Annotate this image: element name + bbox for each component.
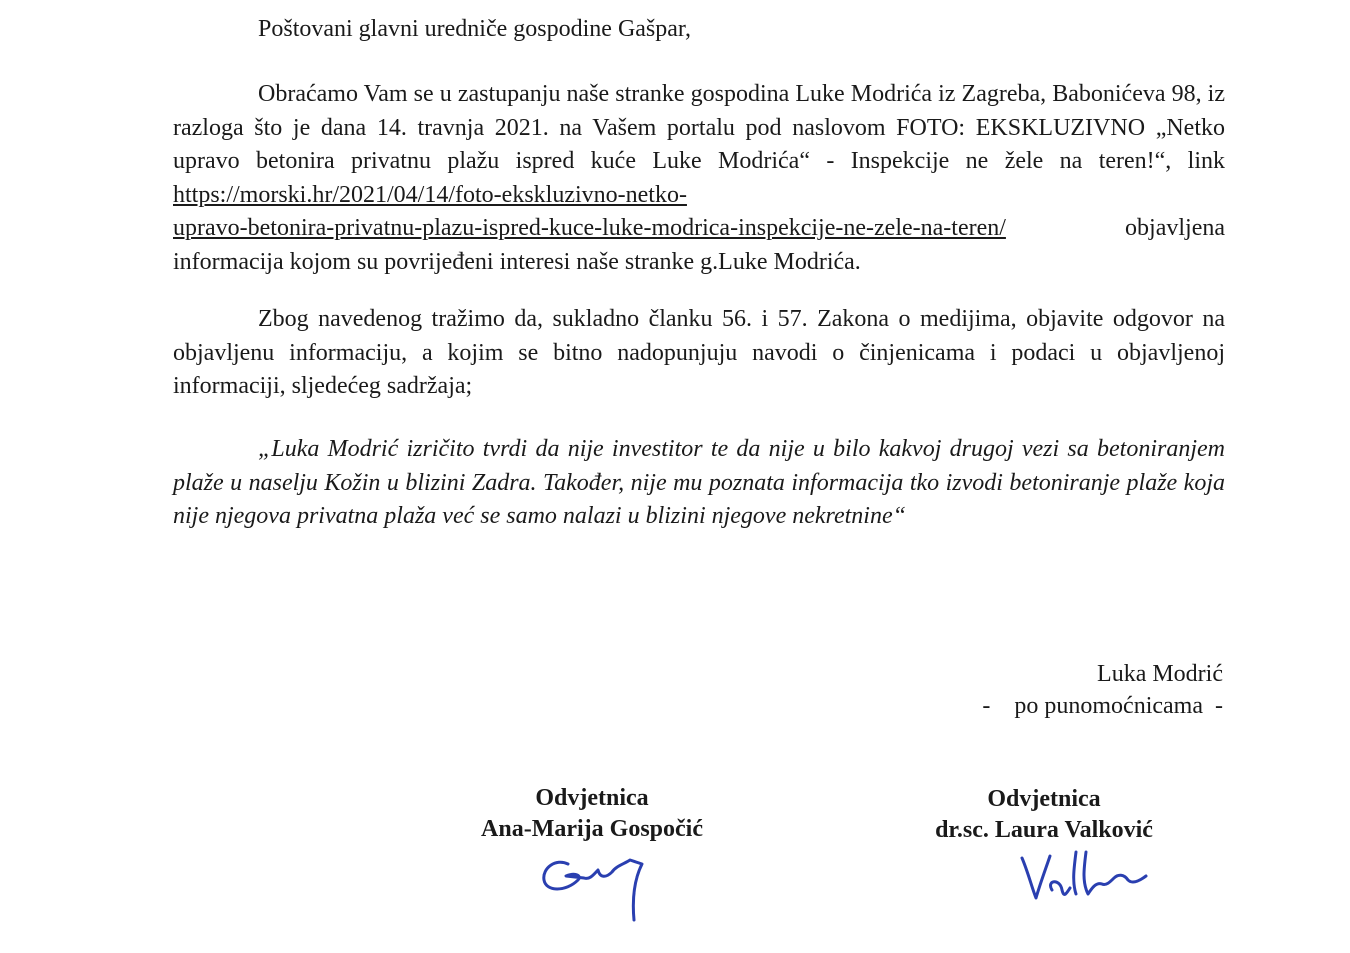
closing-by-attorneys: - po punomoćnicama - <box>982 693 1223 719</box>
handwritten-signature-right <box>1018 848 1158 908</box>
paragraph-legal-request: Zbog navedenog tražimo da, sukladno članku 56. i 57. Zakona o medijima, objavite odgovor na objavljenu informaciju, a kojim se bitno nadopunjuju navodi o činjenicama i podaci u objavljenoj informaciji, sljedećeg sadržaja; <box>173 306 1225 399</box>
signatory-left <box>442 783 742 845</box>
article-link[interactable] <box>173 182 1006 242</box>
signatory-name: Ana-Marija Gospočić <box>481 816 703 842</box>
paragraph-text-continued: objavljena informacija kojom su povrijeđeni interesi naše stranke g.Luke Modrića. <box>173 215 1225 275</box>
handwritten-signature-left <box>538 850 658 925</box>
article-link-part1: https://morski.hr/2021/04/14/foto-ekskluzivno-netko- <box>173 181 687 208</box>
closing-name: Luka Modrić <box>1097 661 1223 687</box>
article-link-part2: upravo-betonira-privatnu-plazu-ispred-kuce-luke-modrica-inspekcije-ne-zele-na-teren/ <box>173 215 1006 241</box>
paragraph-request-context <box>173 78 1225 279</box>
quoted-response: „Luka Modrić izričito tvrdi da nije investitor te da nije u bilo kakvoj drugoj vezi sa betoniranjem plaže u naselju Kožin u blizini Zadra. Također, nije mu poznata informacija tko izvodi betoniranje plaže koja nije njegova privatna plaža već se samo nalazi u blizini njegove nekretnine“ <box>173 436 1225 529</box>
signatory-title: Odvjetnica <box>987 786 1101 812</box>
signatory-title: Odvjetnica <box>535 785 649 811</box>
signatory-right <box>894 784 1194 846</box>
paragraph-text: Obraćamo Vam se u zastupanju naše stranke gospodina Luke Modrića iz Zagreba, Babonićeva 98, iz razloga što je dana 14. travnja 2021. na Vašem portalu pod naslovom FOTO: EKSKLUZIVNO „Netko upravo betonira privatnu plažu ispred kuće Luke Modrića“ - Inspekcije ne žele na teren!“, link <box>173 81 1225 174</box>
signatory-name: dr.sc. Laura Valković <box>935 817 1153 843</box>
salutation: Poštovani glavni uredniče gospodine Gašpar, <box>258 16 691 42</box>
